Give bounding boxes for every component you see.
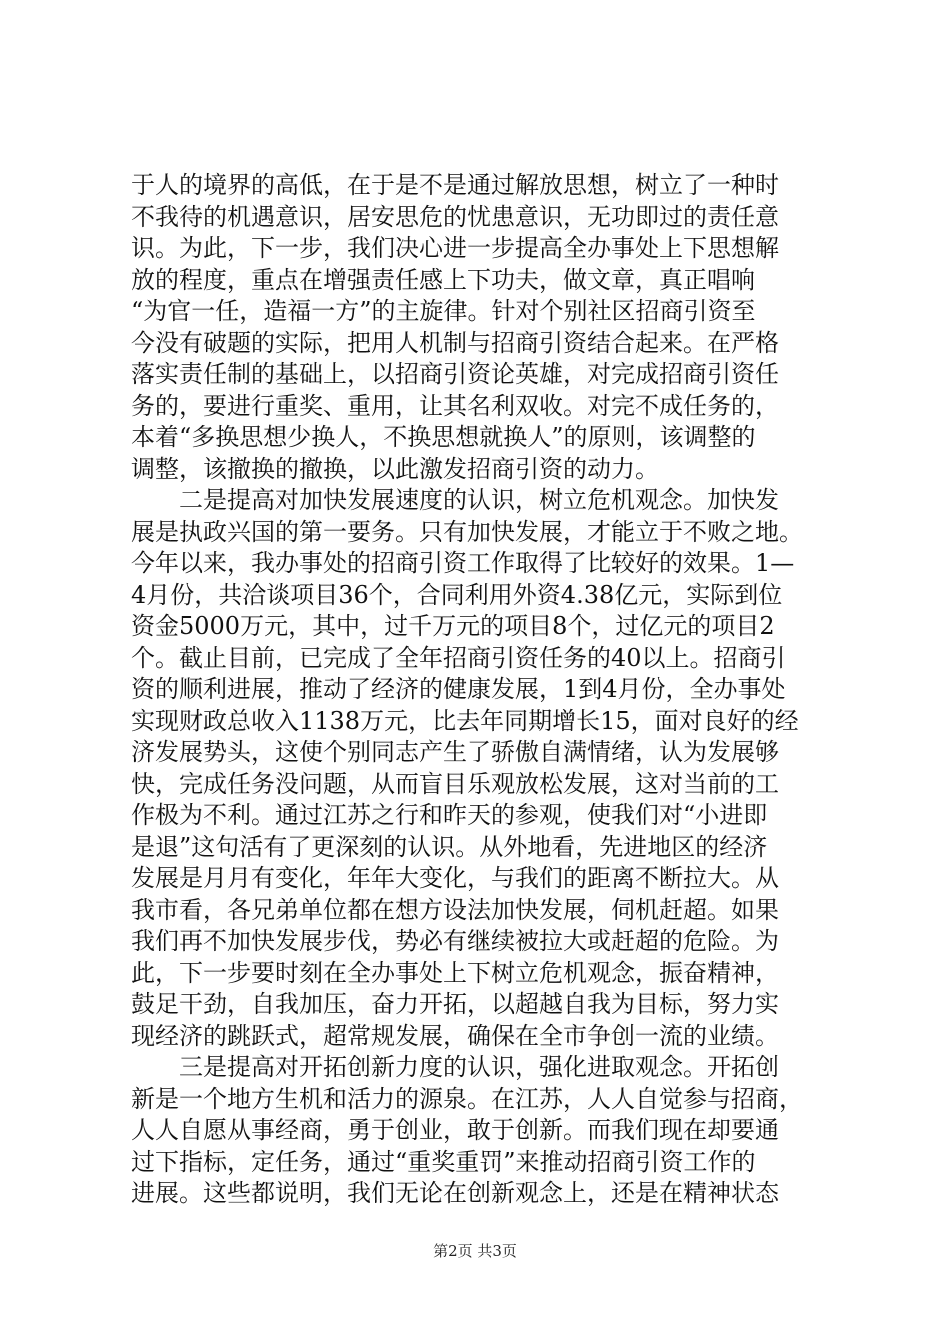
text-line: 调整，该撤换的撤换，以此激发招商引资的动力。	[131, 454, 659, 483]
text-line: 识。为此，下一步，我们决心进一步提高全办事处上下思想解	[131, 234, 779, 262]
text-line: 作极为不利。通过江苏之行和昨天的参观，使我们对“小进即	[131, 801, 768, 829]
text-line: “为官一任，造福一方”的主旋律。针对个别社区招商引资至	[131, 297, 756, 325]
text-line: 务的，要进行重奖、重用，让其名利双收。对完不成任务的，	[131, 391, 779, 420]
text-line: 本着“多换思想少换人，不换思想就换人”的原则，该调整的	[131, 423, 756, 451]
text-line: 我市看，各兄弟单位都在想方设法加快发展，伺机赶超。如果	[131, 895, 779, 924]
text-line: 资金5000万元，其中，过千万元的项目8个，过亿元的项目2	[131, 612, 775, 640]
text-line: 此，下一步要时刻在全办事处上下树立危机观念，振奋精神，	[131, 958, 779, 987]
text-line: 济发展势头，这使个别同志产生了骄傲自满情绪，认为发展够	[131, 738, 779, 766]
text-line: 新是一个地方生机和活力的源泉。在江苏，人人自觉参与招商，	[131, 1084, 803, 1113]
text-line: 不我待的机遇意识，居安思危的忧患意识，无功即过的责任意	[131, 202, 779, 231]
text-line: 快，完成任务没问题，从而盲目乐观放松发展，这对当前的工	[131, 769, 779, 798]
text-line: 个。截止目前，已完成了全年招商引资任务的40以上。招商引	[131, 643, 786, 672]
text-line: 我们再不加快发展步伐，势必有继续被拉大或赶超的危险。为	[131, 927, 779, 955]
text-line: 于人的境界的高低，在于是不是通过解放思想，树立了一种时	[131, 171, 779, 199]
text-line: 落实责任制的基础上，以招商引资论英雄，对完成招商引资任	[131, 360, 779, 388]
text-line: 现经济的跳跃式，超常规发展，确保在全市争创一流的业绩。	[131, 1021, 779, 1050]
text-line: 鼓足干劲，自我加压，奋力开拓，以超越自我为目标，努力实	[131, 990, 779, 1018]
text-line: 4月份，共洽谈项目36个，合同利用外资4.38亿元，实际到位	[131, 580, 783, 609]
text-line: 二是提高对加快发展速度的认识，树立危机观念。加快发	[131, 486, 779, 514]
text-line: 今没有破题的实际，把用人机制与招商引资结合起来。在严格	[131, 328, 779, 357]
text-line: 过下指标，定任务，通过“重奖重罚”来推动招商引资工作的	[131, 1147, 756, 1176]
text-line: 实现财政总收入1138万元，比去年同期增长15，面对良好的经	[131, 706, 799, 735]
text-line: 是退”这句活有了更深刻的认识。从外地看，先进地区的经济	[131, 832, 768, 861]
text-line: 人人自愿从事经商，勇于创业，敢于创新。而我们现在却要通	[131, 1116, 779, 1144]
page-number-footer: 第2页 共3页	[433, 1242, 517, 1260]
text-line: 今年以来，我办事处的招商引资工作取得了比较好的效果。1—	[131, 549, 795, 577]
text-line: 放的程度，重点在增强责任感上下功夫，做文章，真正唱响	[131, 265, 755, 294]
text-line: 三是提高对开拓创新力度的认识，强化进取观念。开拓创	[131, 1053, 779, 1081]
text-line: 发展是月月有变化，年年大变化，与我们的距离不断拉大。从	[131, 864, 779, 892]
body-text	[131, 170, 831, 1210]
text-line: 进展。这些都说明，我们无论在创新观念上，还是在精神状态	[131, 1179, 779, 1207]
text-line: 资的顺利进展，推动了经济的健康发展，1到4月份，全办事处	[131, 675, 786, 703]
text-line: 展是执政兴国的第一要务。只有加快发展，才能立于不败之地。	[131, 517, 803, 546]
